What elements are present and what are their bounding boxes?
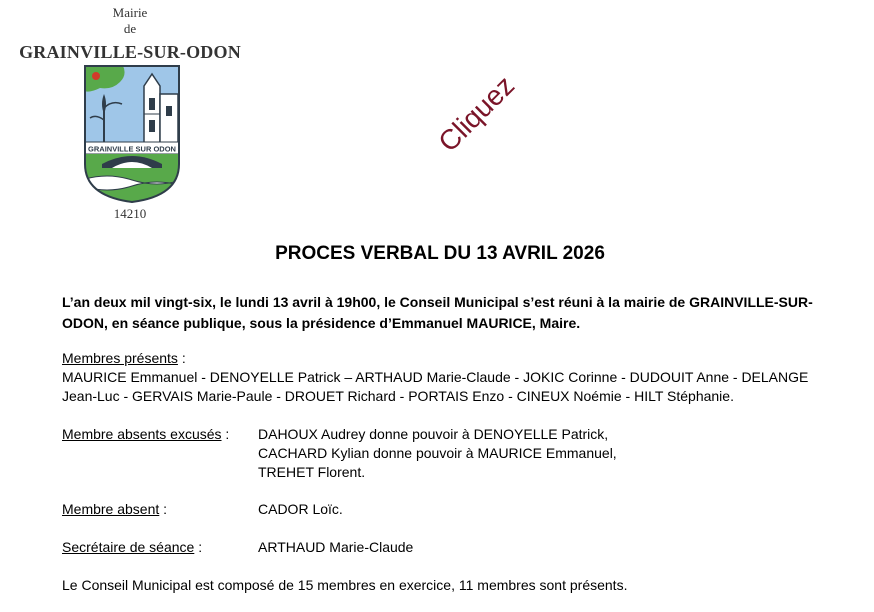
secretary-value: ARTHAUD Marie-Claude	[258, 539, 414, 555]
members-present-section	[62, 349, 822, 406]
members-present-heading	[62, 349, 822, 368]
members-present-label: Membres présents	[62, 350, 178, 366]
excused-absents-heading	[62, 425, 229, 444]
intro-paragraph: L’an deux mil vingt-six, le lundi 13 avril à 19h00, le Conseil Municipal s’est réuni à la mairie de GRAINVILLE-SUR-ODON, en séance publique, sous la présidence d’Emmanuel MAURICE, Maire.	[62, 294, 813, 331]
absent-colon: :	[159, 501, 168, 517]
excused-absents-list	[258, 425, 617, 482]
letterhead-de: de	[123, 21, 137, 36]
absent-label: Membre absent	[62, 501, 160, 517]
excused-absents-label: Membre absents excusés	[62, 426, 222, 442]
secretary-label: Secrétaire de séance	[62, 539, 195, 555]
cliquez-link[interactable]: Cliquez	[432, 69, 521, 158]
excused-absent-entry: CACHARD Kylian donne pouvoir à MAURICE Emmanuel,	[258, 445, 617, 461]
absent-row	[62, 500, 822, 520]
council-composition: Le Conseil Municipal est composé de 15 membres en exercice, 11 membres sont présents.	[62, 577, 628, 593]
absent-heading	[62, 500, 167, 519]
excused-absents-row	[62, 425, 822, 485]
letterhead-postal-code: 14210	[113, 206, 147, 221]
town-crest-logo	[82, 64, 182, 204]
members-present-line-2: Jean-Luc - GERVAIS Marie-Paule - DROUET Richard - PORTAIS Enzo - CINEUX Noémie - HILT Stéphanie.	[62, 388, 734, 404]
members-present-line-1: MAURICE Emmanuel - DENOYELLE Patrick – ARTHAUD Marie-Claude - JOKIC Corinne - DUDOUIT Anne - DELANGE	[62, 369, 809, 385]
secretary-heading	[62, 538, 202, 557]
crest-banner-text: GRAINVILLE SUR ODON	[88, 144, 176, 154]
letterhead-town-name: GRAINVILLE-SUR-ODON	[19, 42, 241, 62]
excused-absents-colon: :	[221, 426, 230, 442]
secretary-row	[62, 538, 822, 558]
members-present-colon: :	[177, 350, 186, 366]
absent-value: CADOR Loïc.	[258, 501, 343, 517]
letterhead	[10, 4, 250, 63]
letterhead-mairie: Mairie	[112, 5, 148, 20]
secretary-colon: :	[194, 539, 203, 555]
excused-absent-entry: DAHOUX Audrey donne pouvoir à DENOYELLE Patrick,	[258, 426, 609, 442]
excused-absent-entry: TREHET Florent.	[258, 464, 366, 480]
document-title: PROCES VERBAL DU 13 AVRIL 2026	[275, 243, 605, 264]
